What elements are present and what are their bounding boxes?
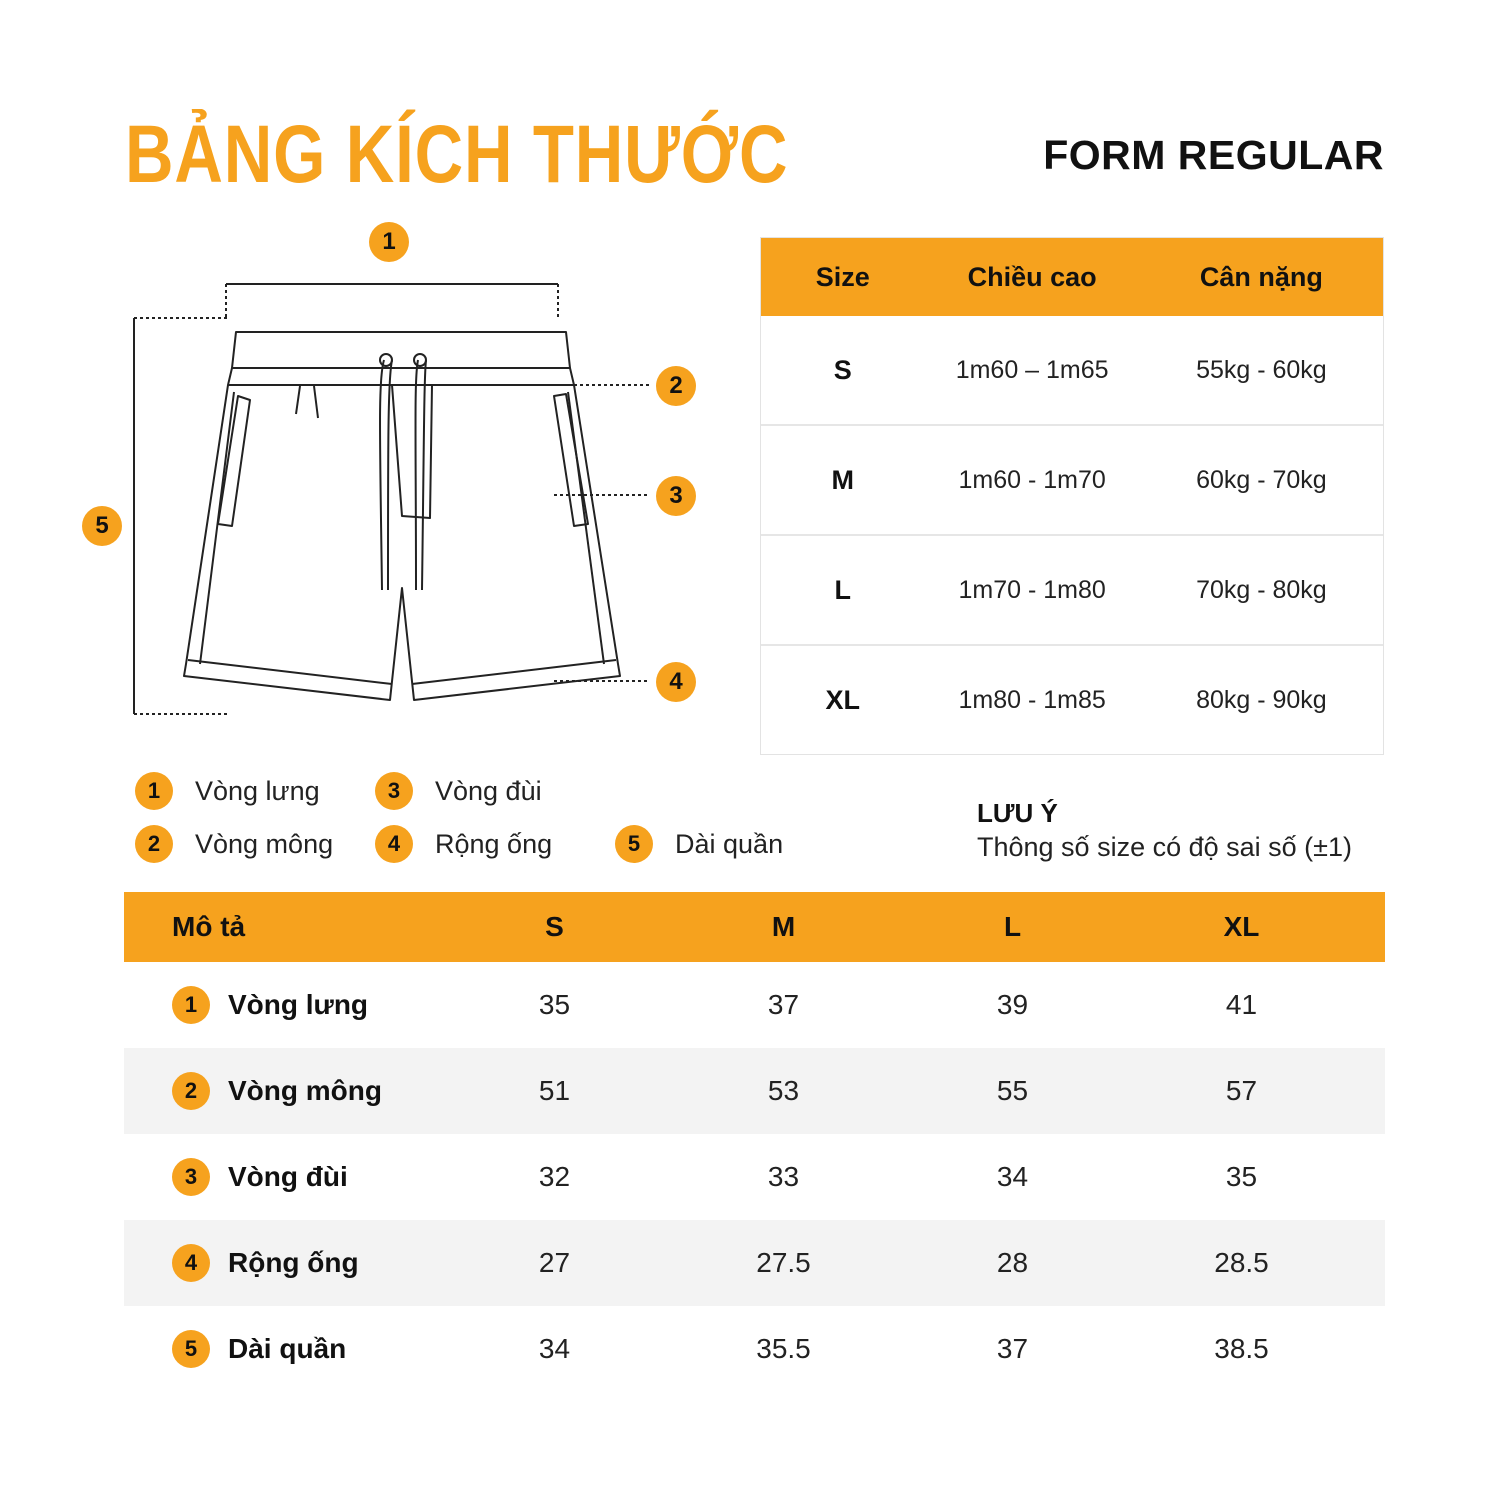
table-row	[124, 1220, 1385, 1306]
height-cell: 1m60 - 1m70	[958, 465, 1106, 494]
page-title: BẢNG KÍCH THƯỚC	[125, 109, 789, 200]
value-l: 39	[996, 989, 1029, 1020]
legend-label: Vòng đùi	[435, 775, 542, 806]
table-row	[124, 1048, 1385, 1134]
header-weight: Cân nặng	[1199, 261, 1323, 292]
marker-4: 4	[656, 662, 696, 702]
value-m: 35.5	[756, 1333, 811, 1364]
height-cell: 1m60 – 1m65	[955, 355, 1109, 384]
table-row	[124, 1134, 1385, 1220]
row-description	[124, 986, 440, 1024]
legend-item	[375, 772, 542, 810]
header-l: L	[1003, 911, 1022, 942]
weight-cell: 55kg - 60kg	[1196, 355, 1327, 384]
legend-item	[135, 825, 333, 863]
size-cell: M	[831, 464, 854, 495]
value-s: 34	[538, 1333, 571, 1364]
legend-label: Vòng lưng	[195, 775, 320, 806]
header-s: S	[545, 911, 564, 942]
height-cell: 1m70 - 1m80	[958, 575, 1106, 604]
value-m: 33	[767, 1161, 800, 1192]
legend-label: Vòng mông	[195, 828, 334, 859]
value-s: 51	[538, 1075, 571, 1106]
size-table	[760, 237, 1384, 755]
note-text: Thông số size có độ sai số (±1)	[977, 832, 1352, 862]
height-cell: 1m80 - 1m85	[958, 685, 1106, 714]
legend-label: Dài quần	[675, 828, 784, 859]
size-cell: XL	[825, 684, 860, 715]
note-title: LƯU Ý	[977, 798, 1058, 828]
legend-badge: 5	[615, 825, 653, 863]
value-m: 37	[767, 989, 800, 1020]
row-description	[124, 1330, 440, 1368]
value-l: 28	[996, 1247, 1029, 1278]
legend-item	[615, 825, 783, 863]
value-m: 27.5	[756, 1247, 811, 1278]
row-badge: 1	[172, 986, 210, 1024]
legend-badge: 1	[135, 772, 173, 810]
header-height: Chiều cao	[967, 261, 1097, 292]
row-description	[124, 1072, 440, 1110]
weight-cell: 60kg - 70kg	[1196, 465, 1327, 494]
legend-badge: 2	[135, 825, 173, 863]
row-label: Dài quần	[228, 1333, 347, 1364]
row-badge: 5	[172, 1330, 210, 1368]
header-description: Mô tả	[172, 911, 246, 942]
value-xl: 57	[1225, 1075, 1258, 1106]
table-row	[124, 962, 1385, 1048]
row-label: Vòng lưng	[228, 989, 369, 1020]
value-l: 55	[996, 1075, 1029, 1106]
marker-1: 1	[369, 222, 409, 262]
size-cell: S	[833, 354, 852, 385]
header-m: M	[771, 911, 796, 942]
value-xl: 35	[1225, 1161, 1258, 1192]
row-label: Vòng mông	[228, 1075, 382, 1106]
row-badge: 4	[172, 1244, 210, 1282]
row-label: Rộng ống	[228, 1247, 359, 1278]
row-badge: 2	[172, 1072, 210, 1110]
size-table-header	[761, 238, 1383, 316]
marker-3: 3	[656, 476, 696, 516]
measurement-table-header	[124, 892, 1385, 962]
value-l: 37	[996, 1333, 1029, 1364]
weight-cell: 80kg - 90kg	[1196, 685, 1327, 714]
value-xl: 28.5	[1214, 1247, 1269, 1278]
legend-badge: 4	[375, 825, 413, 863]
row-badge: 3	[172, 1158, 210, 1196]
marker-2: 2	[656, 366, 696, 406]
size-cell: L	[834, 574, 851, 605]
weight-cell: 70kg - 80kg	[1196, 575, 1327, 604]
value-s: 35	[538, 989, 571, 1020]
value-s: 27	[538, 1247, 571, 1278]
value-xl: 41	[1225, 989, 1258, 1020]
table-row	[761, 424, 1383, 534]
header-size: Size	[815, 261, 870, 292]
shorts-diagram	[0, 0, 760, 760]
header-xl: XL	[1223, 911, 1260, 942]
measurement-table	[124, 892, 1385, 1392]
value-s: 32	[538, 1161, 571, 1192]
row-description	[124, 1158, 440, 1196]
legend-badge: 3	[375, 772, 413, 810]
marker-5: 5	[82, 506, 122, 546]
table-row	[124, 1306, 1385, 1392]
legend-item	[135, 772, 320, 810]
legend-item	[375, 825, 552, 863]
table-row	[761, 316, 1383, 424]
value-m: 53	[767, 1075, 800, 1106]
value-l: 34	[996, 1161, 1029, 1192]
form-label: FORM REGULAR	[1043, 132, 1384, 178]
shorts-outline-icon	[0, 0, 760, 760]
table-row	[761, 644, 1383, 754]
row-label: Vòng đùi	[228, 1161, 348, 1192]
legend-label: Rộng ống	[435, 828, 553, 859]
row-description	[124, 1244, 440, 1282]
value-xl: 38.5	[1214, 1333, 1269, 1364]
table-row	[761, 534, 1383, 644]
